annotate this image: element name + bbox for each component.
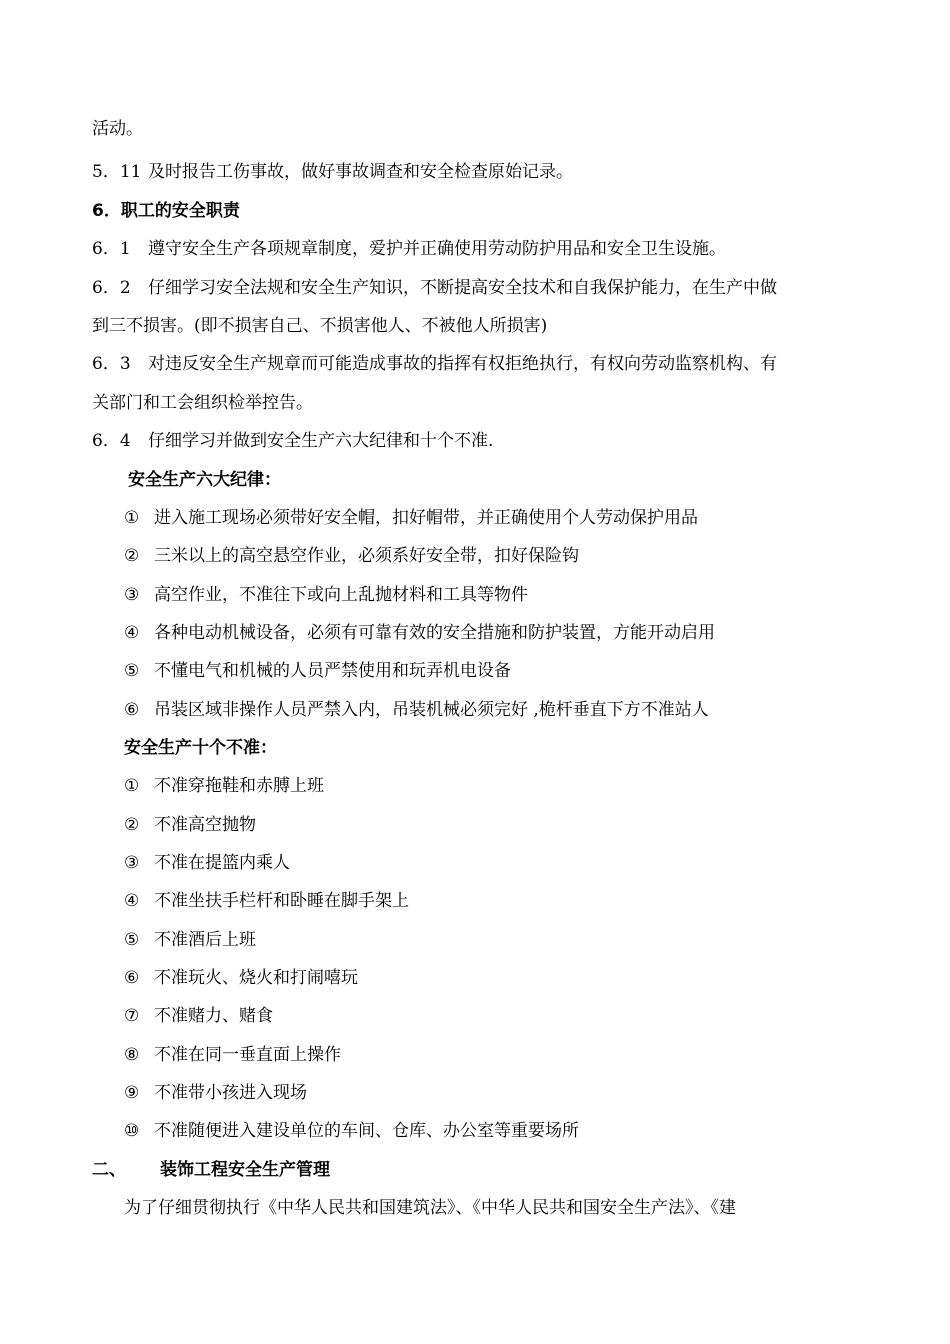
list-item: [124, 851, 899, 875]
list-item-text: 不准在同一垂直面上操作: [154, 1045, 341, 1065]
clause-number: 5．11: [92, 162, 142, 182]
list-item: [124, 506, 899, 530]
list-item: [124, 928, 899, 952]
list-item: [124, 1004, 899, 1028]
list-marker: ④: [124, 891, 140, 911]
ten-rules-title: 安全生产十个不准：: [124, 738, 277, 758]
list-item: [124, 621, 899, 645]
list-marker: ⑨: [124, 1083, 140, 1103]
list-item: [124, 889, 899, 913]
list-item: [124, 813, 899, 837]
clause-text: 遵守安全生产各项规章制度，爱护并正确使用劳动防护用品和安全卫生设施。: [148, 239, 726, 259]
list-marker: ④: [124, 623, 140, 643]
list-item: [124, 583, 899, 607]
list-marker: ⑥: [124, 700, 140, 720]
list-marker: ①: [124, 508, 140, 528]
list-marker: ②: [124, 546, 140, 566]
list-item-text: 不准穿拖鞋和赤膊上班: [154, 776, 324, 796]
list-item-text: 不准酒后上班: [154, 930, 256, 950]
list-item: [124, 1081, 899, 1105]
clause-6-4: [92, 429, 867, 453]
list-item-text: 高空作业，不准往下或向上乱抛材料和工具等物件: [154, 585, 528, 605]
clause-text: 对违反安全生产规章而可能造成事故的指挥有权拒绝执行，有权向劳动监察机构、有: [148, 354, 777, 374]
section-title: 装饰工程安全生产管理: [160, 1160, 330, 1180]
list-item-text: 三米以上的高空悬空作业，必须系好安全带，扣好保险钩: [154, 546, 579, 566]
list-item-text: 不准赌力、赌食: [154, 1006, 273, 1026]
list-item: [124, 1043, 899, 1067]
section-number: 二、: [92, 1160, 126, 1180]
list-item: [124, 659, 899, 683]
list-item: [124, 966, 899, 990]
list-item: [124, 1119, 899, 1143]
paragraph-line: 到三不损害。(即不损害自己、不损害他人、不被他人所损害): [92, 316, 548, 336]
clause-text: 及时报告工伤事故，做好事故调查和安全检查原始记录。: [148, 162, 573, 182]
six-rules-title: 安全生产六大纪律：: [128, 470, 281, 490]
list-marker: ①: [124, 776, 140, 796]
paragraph-line: 为了仔细贯彻执行《中华人民共和国建筑法》、《中华人民共和国安全生产法》、《建: [124, 1198, 736, 1218]
clause-5-11: [92, 160, 867, 184]
list-item-text: 不懂电气和机械的人员严禁使用和玩弄机电设备: [154, 661, 511, 681]
list-item-text: 吊装区域非操作人员严禁入内，吊装机械必须完好 ,桅杆垂直下方不准站人: [154, 700, 709, 720]
list-item-text: 不准带小孩进入现场: [154, 1083, 307, 1103]
list-item-text: 各种电动机械设备，必须有可靠有效的安全措施和防护装置，方能开动启用: [154, 623, 715, 643]
list-marker: ⑥: [124, 968, 140, 988]
clause-text: 仔细学习安全法规和安全生产知识，不断提高安全技术和自我保护能力，在生产中做: [148, 278, 777, 298]
list-item-text: 不准玩火、烧火和打闹嘻玩: [154, 968, 358, 988]
list-item-text: 不准在提篮内乘人: [154, 853, 290, 873]
paragraph-line: 活动。: [92, 119, 143, 139]
list-item-text: 不准随便进入建设单位的车间、仓库、办公室等重要场所: [154, 1121, 579, 1141]
clause-6-3: [92, 352, 867, 376]
clause-number: 6．1: [92, 239, 131, 259]
list-marker: ⑤: [124, 930, 140, 950]
list-item-text: 不准坐扶手栏杆和卧睡在脚手架上: [154, 891, 409, 911]
clause-6-2: [92, 276, 867, 300]
list-marker: ⑩: [124, 1121, 140, 1141]
list-marker: ③: [124, 853, 140, 873]
clause-number: 6．4: [92, 431, 131, 451]
list-item: [124, 544, 899, 568]
clause-number: 6．2: [92, 278, 131, 298]
list-marker: ⑧: [124, 1045, 140, 1065]
list-marker: ②: [124, 815, 140, 835]
section-heading-2: [92, 1158, 867, 1182]
list-item-text: 不准高空抛物: [154, 815, 256, 835]
clause-text: 仔细学习并做到安全生产六大纪律和十个不准.: [148, 431, 494, 451]
paragraph-line: 关部门和工会组织检举控告。: [92, 393, 313, 413]
clause-6-1: [92, 237, 867, 261]
list-item: [124, 774, 899, 798]
list-item: [124, 698, 899, 722]
list-marker: ③: [124, 585, 140, 605]
section-heading-6: 6．职工的安全职责: [92, 201, 240, 221]
list-item-text: 进入施工现场必须带好安全帽，扣好帽带，并正确使用个人劳动保护用品: [154, 508, 698, 528]
clause-number: 6．3: [92, 354, 131, 374]
list-marker: ⑤: [124, 661, 140, 681]
list-marker: ⑦: [124, 1006, 140, 1026]
